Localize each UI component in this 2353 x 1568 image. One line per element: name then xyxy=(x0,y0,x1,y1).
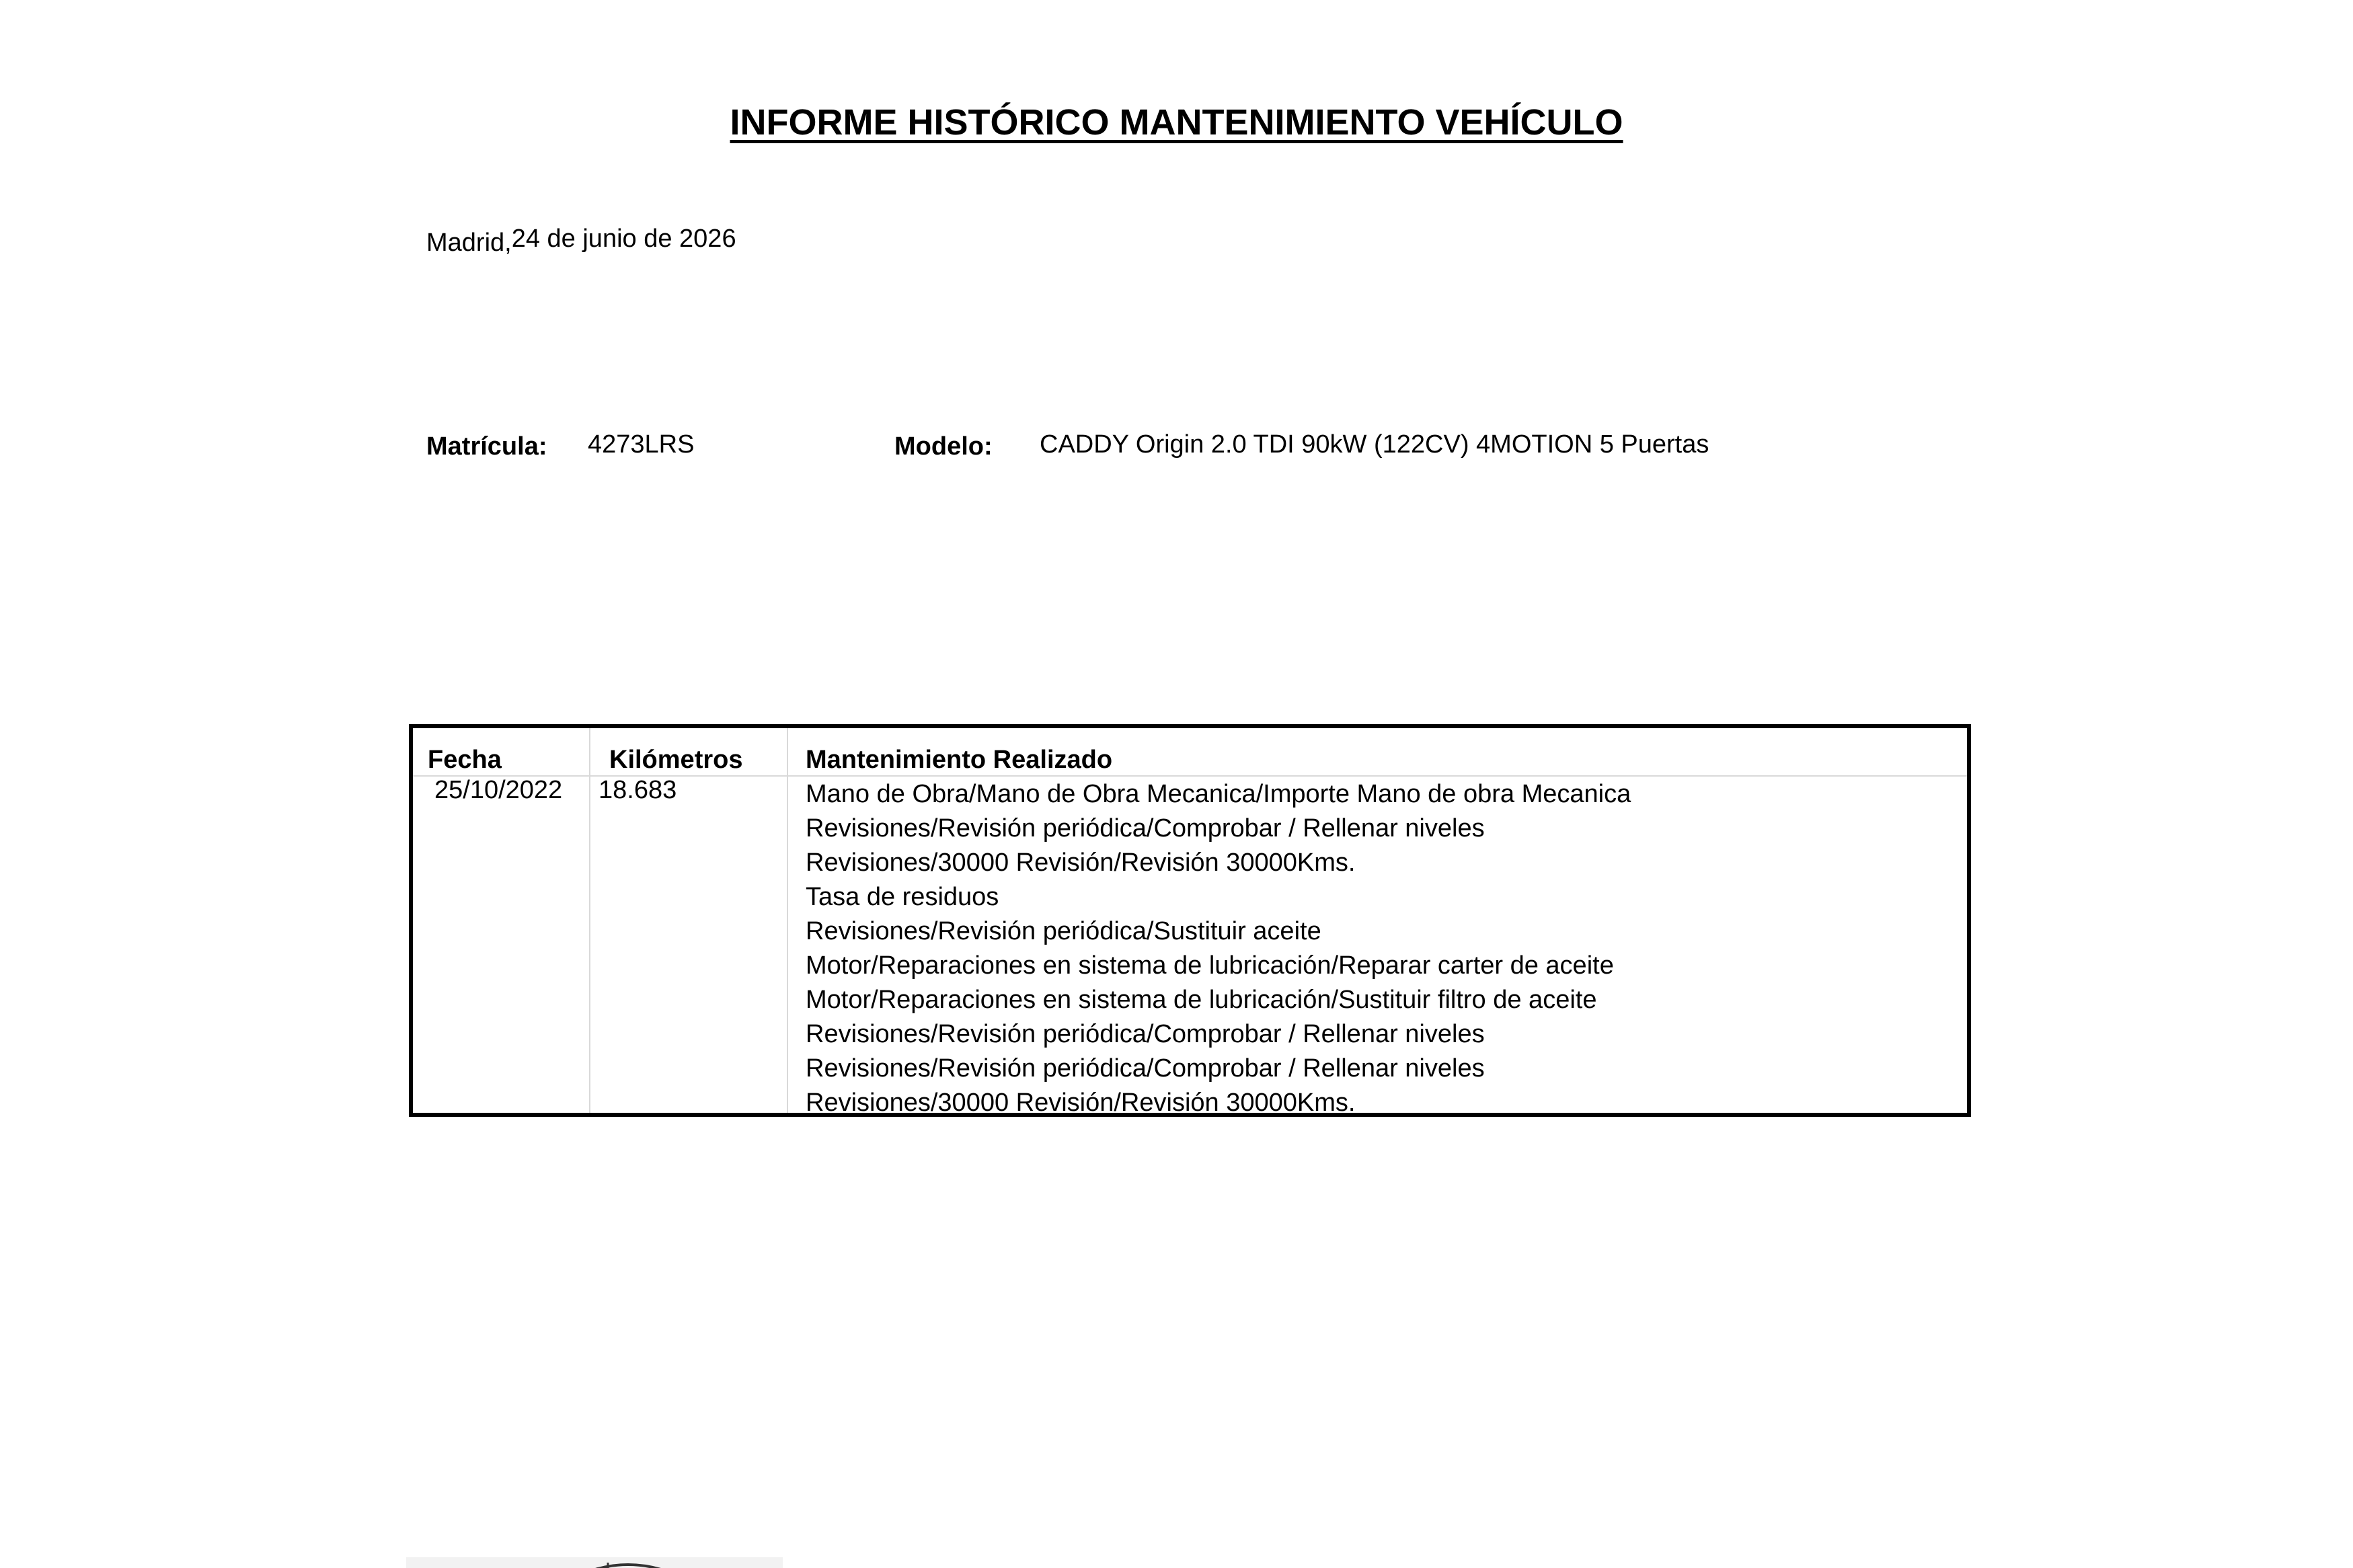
model-value: CADDY Origin 2.0 TDI 90kW (122CV) 4MOTION 5 Puertas xyxy=(1040,430,1709,459)
maintenance-item: Motor/Reparaciones en sistema de lubricación/Sustituir filtro de aceite xyxy=(806,986,1597,1014)
report-date: 24 de junio de 2026 xyxy=(511,225,736,253)
maintenance-item: Revisiones/Revisión periódica/Comprobar / Rellenar niveles xyxy=(806,1020,1485,1048)
maintenance-item: Motor/Reparaciones en sistema de lubricación/Reparar carter de aceite xyxy=(806,951,1614,980)
maintenance-item: Revisiones/Revisión periódica/Comprobar / Rellenar niveles xyxy=(806,1054,1485,1083)
column-divider xyxy=(787,728,788,1113)
maintenance-item: Revisiones/30000 Revisión/Revisión 30000Kms. xyxy=(806,1089,1356,1117)
cell-fecha: 25/10/2022 xyxy=(434,776,563,804)
cell-kilometros: 18.683 xyxy=(599,776,677,804)
column-divider xyxy=(589,728,590,1113)
header-fecha: Fecha xyxy=(428,746,502,774)
document-title: INFORME HISTÓRICO MANTENIMIENTO VEHÍCULO xyxy=(730,102,1623,143)
maintenance-item: Revisiones/Revisión periódica/Comprobar / Rellenar niveles xyxy=(806,814,1485,842)
plate-label: Matrícula: xyxy=(426,432,547,461)
stamp-seal-icon xyxy=(406,1557,783,1568)
stamp-seal-graphic xyxy=(406,1557,783,1568)
plate-value: 4273LRS xyxy=(588,430,695,459)
maintenance-item: Mano de Obra/Mano de Obra Mecanica/Importe Mano de obra Mecanica xyxy=(806,780,1631,808)
maintenance-item: Revisiones/30000 Revisión/Revisión 30000Kms. xyxy=(806,849,1356,877)
maintenance-item: Tasa de residuos xyxy=(806,883,999,911)
maintenance-item: Revisiones/Revisión periódica/Sustituir aceite xyxy=(806,917,1321,945)
place: Madrid, xyxy=(426,229,512,257)
model-label: Modelo: xyxy=(894,432,993,461)
header-mantenimiento: Mantenimiento Realizado xyxy=(806,746,1113,774)
maintenance-table xyxy=(409,724,1971,1117)
maintenance-list xyxy=(806,777,1631,1120)
header-kilometros: Kilómetros xyxy=(609,746,743,774)
place-date xyxy=(426,225,736,257)
